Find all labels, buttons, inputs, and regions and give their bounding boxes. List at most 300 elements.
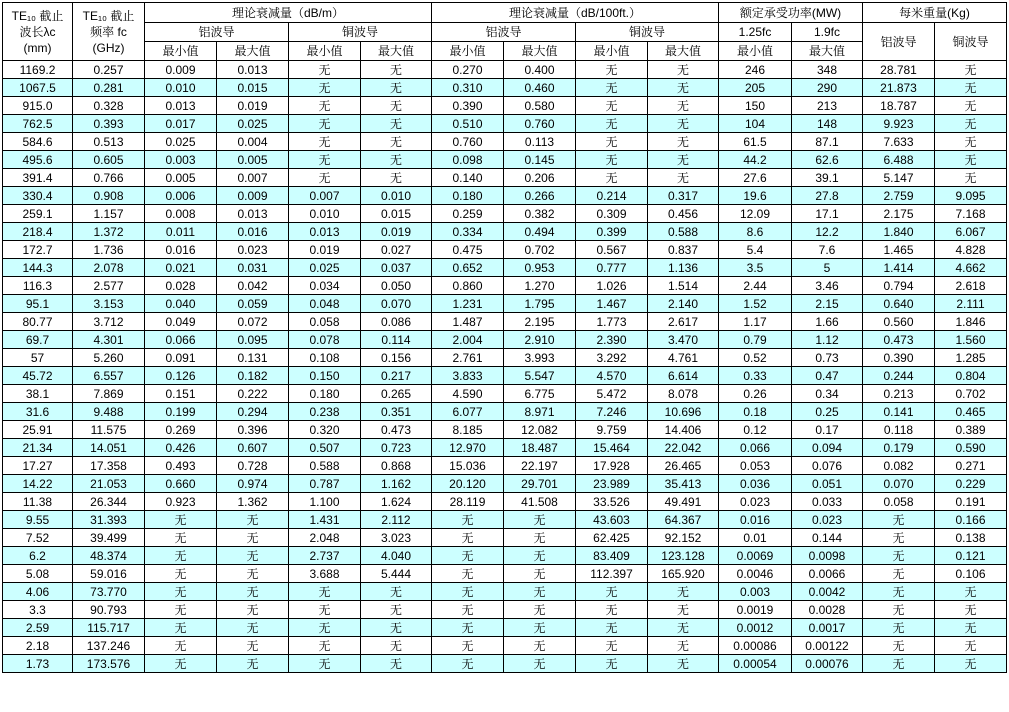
- cell-power-19fc: 7.6: [792, 241, 863, 259]
- cell-atten-ft-al-max: 0.145: [504, 151, 576, 169]
- cell-atten-m-al-max: 0.005: [217, 151, 289, 169]
- cell-atten-m-cu-min: 无: [289, 655, 361, 673]
- cell-cutoff-frequency: 31.393: [73, 511, 145, 529]
- cell-cutoff-frequency: 90.793: [73, 601, 145, 619]
- cell-atten-m-al-max: 无: [217, 601, 289, 619]
- cell-power-19fc: 0.34: [792, 385, 863, 403]
- cell-atten-ft-cu-max: 165.920: [648, 565, 719, 583]
- header-ft-copper: 铜波导: [576, 23, 719, 42]
- cell-power-19fc: 5: [792, 259, 863, 277]
- cell-atten-ft-cu-max: 1.136: [648, 259, 719, 277]
- cell-power-125fc: 150: [719, 97, 792, 115]
- cell-cutoff-wavelength: 9.55: [3, 511, 73, 529]
- cell-atten-ft-cu-min: 1.467: [576, 295, 648, 313]
- cell-atten-m-cu-max: 0.086: [361, 313, 432, 331]
- cell-power-125fc: 0.12: [719, 421, 792, 439]
- cell-atten-m-al-min: 无: [145, 547, 217, 565]
- cell-atten-ft-cu-max: 2.140: [648, 295, 719, 313]
- cell-atten-ft-al-max: 2.910: [504, 331, 576, 349]
- cell-weight-cu: 0.702: [935, 385, 1007, 403]
- cell-atten-m-cu-max: 无: [361, 601, 432, 619]
- cell-power-19fc: 62.6: [792, 151, 863, 169]
- cell-cutoff-frequency: 73.770: [73, 583, 145, 601]
- cell-weight-cu: 0.106: [935, 565, 1007, 583]
- cell-atten-m-al-max: 无: [217, 529, 289, 547]
- cell-power-125fc: 2.44: [719, 277, 792, 295]
- cell-atten-m-cu-max: 0.114: [361, 331, 432, 349]
- cell-atten-ft-cu-min: 无: [576, 61, 648, 79]
- cell-atten-m-al-min: 无: [145, 583, 217, 601]
- cell-atten-ft-al-min: 1.487: [432, 313, 504, 331]
- cell-atten-ft-cu-min: 23.989: [576, 475, 648, 493]
- cell-atten-m-cu-min: 0.320: [289, 421, 361, 439]
- cell-power-125fc: 205: [719, 79, 792, 97]
- cell-atten-ft-al-max: 0.953: [504, 259, 576, 277]
- table-row: [3, 547, 1007, 565]
- table-row: [3, 475, 1007, 493]
- cell-cutoff-wavelength: 57: [3, 349, 73, 367]
- cell-cutoff-wavelength: 495.6: [3, 151, 73, 169]
- cell-power-125fc: 0.0012: [719, 619, 792, 637]
- cell-power-19fc: 1.12: [792, 331, 863, 349]
- cell-atten-ft-cu-min: 9.759: [576, 421, 648, 439]
- cell-weight-cu: 无: [935, 637, 1007, 655]
- cell-cutoff-frequency: 115.717: [73, 619, 145, 637]
- cell-weight-al: 1.414: [863, 259, 935, 277]
- cell-atten-m-cu-min: 0.013: [289, 223, 361, 241]
- cell-cutoff-wavelength: 5.08: [3, 565, 73, 583]
- cell-power-19fc: 0.0066: [792, 565, 863, 583]
- cell-atten-ft-al-min: 0.140: [432, 169, 504, 187]
- cell-cutoff-frequency: 0.605: [73, 151, 145, 169]
- header-max: 最大值: [217, 42, 289, 61]
- cell-atten-m-cu-max: 无: [361, 115, 432, 133]
- cell-power-19fc: 0.47: [792, 367, 863, 385]
- cell-atten-ft-al-min: 0.510: [432, 115, 504, 133]
- cell-atten-m-al-min: 0.493: [145, 457, 217, 475]
- cell-atten-m-cu-max: 0.037: [361, 259, 432, 277]
- cell-atten-m-cu-max: 0.050: [361, 277, 432, 295]
- cell-atten-ft-cu-max: 0.837: [648, 241, 719, 259]
- cell-atten-m-al-min: 0.009: [145, 61, 217, 79]
- cell-atten-m-al-max: 0.131: [217, 349, 289, 367]
- cell-cutoff-frequency: 21.053: [73, 475, 145, 493]
- cell-atten-m-al-max: 无: [217, 547, 289, 565]
- cell-atten-ft-cu-min: 0.214: [576, 187, 648, 205]
- cell-atten-m-al-min: 0.923: [145, 493, 217, 511]
- header-weight-per-meter: 每米重量(Kg): [863, 3, 1007, 23]
- cell-atten-m-cu-max: 0.473: [361, 421, 432, 439]
- cell-atten-m-cu-min: 0.025: [289, 259, 361, 277]
- cell-atten-m-cu-min: 0.007: [289, 187, 361, 205]
- cell-weight-al: 0.640: [863, 295, 935, 313]
- cell-atten-ft-al-max: 无: [504, 511, 576, 529]
- cell-atten-ft-al-min: 15.036: [432, 457, 504, 475]
- header-cutoff-frequency-unit: (GHz): [92, 40, 125, 55]
- cell-weight-al: 9.923: [863, 115, 935, 133]
- cell-atten-m-al-min: 无: [145, 655, 217, 673]
- table-row: [3, 223, 1007, 241]
- cell-power-125fc: 0.26: [719, 385, 792, 403]
- cell-cutoff-wavelength: 1169.2: [3, 61, 73, 79]
- cell-atten-ft-cu-min: 17.928: [576, 457, 648, 475]
- cell-weight-cu: 4.828: [935, 241, 1007, 259]
- cell-atten-m-cu-max: 无: [361, 637, 432, 655]
- cell-power-125fc: 3.5: [719, 259, 792, 277]
- cell-atten-ft-al-max: 29.701: [504, 475, 576, 493]
- table-row: [3, 439, 1007, 457]
- cell-atten-m-cu-min: 0.019: [289, 241, 361, 259]
- cell-atten-ft-al-min: 8.185: [432, 421, 504, 439]
- cell-cutoff-frequency: 59.016: [73, 565, 145, 583]
- cell-atten-m-cu-max: 1.162: [361, 475, 432, 493]
- cell-power-19fc: 0.73: [792, 349, 863, 367]
- cell-weight-cu: 无: [935, 655, 1007, 673]
- cell-atten-ft-al-max: 无: [504, 565, 576, 583]
- cell-atten-ft-cu-min: 1.773: [576, 313, 648, 331]
- cell-atten-m-cu-max: 0.156: [361, 349, 432, 367]
- cell-weight-al: 0.082: [863, 457, 935, 475]
- cell-power-19fc: 0.25: [792, 403, 863, 421]
- cell-atten-ft-cu-min: 0.309: [576, 205, 648, 223]
- cell-atten-ft-al-min: 2.761: [432, 349, 504, 367]
- cell-atten-m-al-min: 0.025: [145, 133, 217, 151]
- cell-atten-m-cu-max: 1.624: [361, 493, 432, 511]
- cell-cutoff-wavelength: 7.52: [3, 529, 73, 547]
- header-max: 最大值: [361, 42, 432, 61]
- cell-atten-ft-cu-min: 5.472: [576, 385, 648, 403]
- header-max: 最大值: [648, 42, 719, 61]
- cell-weight-al: 无: [863, 619, 935, 637]
- cell-cutoff-frequency: 26.344: [73, 493, 145, 511]
- cell-atten-m-al-max: 0.222: [217, 385, 289, 403]
- cell-atten-m-al-max: 0.023: [217, 241, 289, 259]
- cell-atten-m-cu-min: 0.010: [289, 205, 361, 223]
- cell-atten-ft-al-min: 0.760: [432, 133, 504, 151]
- header-min: 最小值: [432, 42, 504, 61]
- cell-atten-m-cu-max: 无: [361, 619, 432, 637]
- cell-power-125fc: 0.066: [719, 439, 792, 457]
- cell-cutoff-frequency: 0.908: [73, 187, 145, 205]
- cell-atten-ft-cu-min: 0.777: [576, 259, 648, 277]
- header-min: 最小值: [145, 42, 217, 61]
- cell-cutoff-frequency: 14.051: [73, 439, 145, 457]
- table-row: [3, 637, 1007, 655]
- cell-atten-ft-al-min: 无: [432, 637, 504, 655]
- cell-power-125fc: 44.2: [719, 151, 792, 169]
- cell-weight-cu: 7.168: [935, 205, 1007, 223]
- cell-atten-m-cu-min: 0.238: [289, 403, 361, 421]
- cell-weight-cu: 无: [935, 133, 1007, 151]
- cell-atten-m-cu-max: 3.023: [361, 529, 432, 547]
- cell-atten-ft-cu-min: 无: [576, 655, 648, 673]
- cell-atten-ft-cu-max: 无: [648, 583, 719, 601]
- cell-atten-ft-cu-max: 64.367: [648, 511, 719, 529]
- table-row: [3, 367, 1007, 385]
- cell-atten-ft-al-min: 3.833: [432, 367, 504, 385]
- cell-atten-ft-al-min: 0.860: [432, 277, 504, 295]
- header-cutoff-frequency-line1: TE₁₀ 截止: [82, 8, 135, 23]
- cell-atten-m-cu-max: 无: [361, 169, 432, 187]
- cell-atten-ft-al-min: 0.475: [432, 241, 504, 259]
- cell-atten-ft-al-max: 18.487: [504, 439, 576, 457]
- table-row: [3, 421, 1007, 439]
- cell-atten-m-cu-max: 无: [361, 655, 432, 673]
- cell-atten-m-al-max: 0.007: [217, 169, 289, 187]
- cell-atten-ft-al-max: 41.508: [504, 493, 576, 511]
- cell-atten-ft-cu-min: 112.397: [576, 565, 648, 583]
- cell-power-19fc: 148: [792, 115, 863, 133]
- cell-atten-ft-cu-min: 无: [576, 115, 648, 133]
- cell-atten-m-al-max: 0.059: [217, 295, 289, 313]
- cell-atten-m-al-max: 无: [217, 637, 289, 655]
- cell-power-125fc: 1.17: [719, 313, 792, 331]
- cell-atten-m-cu-min: 1.100: [289, 493, 361, 511]
- cell-atten-m-al-max: 无: [217, 619, 289, 637]
- cell-cutoff-wavelength: 25.91: [3, 421, 73, 439]
- cell-weight-cu: 无: [935, 151, 1007, 169]
- header-ft-aluminum: 铝波导: [432, 23, 576, 42]
- cell-cutoff-frequency: 1.157: [73, 205, 145, 223]
- cell-weight-al: 7.633: [863, 133, 935, 151]
- table-row: [3, 277, 1007, 295]
- cell-atten-m-cu-min: 无: [289, 133, 361, 151]
- cell-atten-ft-al-max: 1.795: [504, 295, 576, 313]
- cell-cutoff-wavelength: 2.59: [3, 619, 73, 637]
- cell-cutoff-wavelength: 1.73: [3, 655, 73, 673]
- cell-atten-m-al-max: 0.294: [217, 403, 289, 421]
- cell-atten-m-al-min: 0.005: [145, 169, 217, 187]
- table-row: [3, 565, 1007, 583]
- cell-atten-ft-cu-min: 1.026: [576, 277, 648, 295]
- cell-atten-ft-al-max: 2.195: [504, 313, 576, 331]
- cell-atten-ft-cu-min: 无: [576, 151, 648, 169]
- cell-atten-ft-al-min: 无: [432, 529, 504, 547]
- cell-atten-ft-cu-max: 0.456: [648, 205, 719, 223]
- cell-atten-m-al-min: 无: [145, 601, 217, 619]
- cell-atten-m-al-min: 无: [145, 619, 217, 637]
- cell-weight-cu: 无: [935, 79, 1007, 97]
- table-row: [3, 61, 1007, 79]
- cell-power-125fc: 0.0069: [719, 547, 792, 565]
- cell-atten-ft-al-min: 28.119: [432, 493, 504, 511]
- cell-cutoff-wavelength: 259.1: [3, 205, 73, 223]
- cell-atten-m-al-max: 0.013: [217, 61, 289, 79]
- cell-weight-al: 0.244: [863, 367, 935, 385]
- cell-atten-m-al-max: 0.016: [217, 223, 289, 241]
- cell-atten-m-cu-min: 无: [289, 97, 361, 115]
- table-header: [3, 3, 1007, 61]
- cell-weight-al: 无: [863, 583, 935, 601]
- cell-weight-cu: 9.095: [935, 187, 1007, 205]
- cell-atten-m-al-min: 0.028: [145, 277, 217, 295]
- cell-weight-al: 0.390: [863, 349, 935, 367]
- cell-cutoff-wavelength: 144.3: [3, 259, 73, 277]
- cell-atten-m-cu-max: 0.351: [361, 403, 432, 421]
- cell-weight-cu: 2.111: [935, 295, 1007, 313]
- cell-atten-ft-al-min: 4.590: [432, 385, 504, 403]
- cell-atten-ft-al-max: 无: [504, 655, 576, 673]
- cell-weight-cu: 1.285: [935, 349, 1007, 367]
- cell-atten-m-al-max: 0.974: [217, 475, 289, 493]
- cell-weight-cu: 无: [935, 115, 1007, 133]
- cell-atten-ft-cu-max: 35.413: [648, 475, 719, 493]
- cell-atten-m-cu-max: 无: [361, 97, 432, 115]
- cell-atten-m-cu-max: 0.723: [361, 439, 432, 457]
- table-row: [3, 295, 1007, 313]
- cell-atten-m-cu-max: 0.265: [361, 385, 432, 403]
- cell-atten-m-cu-max: 0.868: [361, 457, 432, 475]
- cell-weight-cu: 无: [935, 583, 1007, 601]
- cell-atten-ft-al-max: 无: [504, 637, 576, 655]
- table-row: [3, 187, 1007, 205]
- header-m-aluminum: 铝波导: [145, 23, 289, 42]
- cell-cutoff-wavelength: 218.4: [3, 223, 73, 241]
- cell-atten-m-cu-min: 无: [289, 151, 361, 169]
- cell-weight-al: 2.175: [863, 205, 935, 223]
- cell-atten-m-cu-min: 无: [289, 619, 361, 637]
- cell-cutoff-wavelength: 915.0: [3, 97, 73, 115]
- cell-atten-ft-cu-max: 无: [648, 61, 719, 79]
- cell-power-125fc: 12.09: [719, 205, 792, 223]
- cell-atten-ft-cu-min: 无: [576, 619, 648, 637]
- cell-atten-ft-al-max: 0.400: [504, 61, 576, 79]
- cell-atten-m-cu-min: 0.787: [289, 475, 361, 493]
- table-row: [3, 313, 1007, 331]
- cell-atten-ft-cu-min: 83.409: [576, 547, 648, 565]
- cell-weight-cu: 0.465: [935, 403, 1007, 421]
- cell-cutoff-frequency: 17.358: [73, 457, 145, 475]
- cell-atten-m-cu-max: 5.444: [361, 565, 432, 583]
- cell-atten-ft-cu-min: 4.570: [576, 367, 648, 385]
- cell-atten-ft-cu-min: 无: [576, 601, 648, 619]
- cell-weight-al: 0.058: [863, 493, 935, 511]
- waveguide-spec-table: [2, 2, 1007, 673]
- cell-cutoff-wavelength: 69.7: [3, 331, 73, 349]
- cell-atten-m-cu-max: 0.015: [361, 205, 432, 223]
- cell-atten-ft-cu-max: 22.042: [648, 439, 719, 457]
- cell-weight-cu: 无: [935, 601, 1007, 619]
- cell-cutoff-wavelength: 11.38: [3, 493, 73, 511]
- cell-atten-ft-al-max: 无: [504, 529, 576, 547]
- cell-atten-m-al-min: 0.003: [145, 151, 217, 169]
- header-power-19fc: 1.9fc: [792, 23, 863, 42]
- cell-weight-cu: 0.121: [935, 547, 1007, 565]
- table-row: [3, 511, 1007, 529]
- cell-cutoff-wavelength: 38.1: [3, 385, 73, 403]
- cell-weight-cu: 无: [935, 169, 1007, 187]
- cell-atten-m-cu-min: 无: [289, 61, 361, 79]
- cell-atten-m-al-min: 0.040: [145, 295, 217, 313]
- cell-atten-m-al-min: 0.091: [145, 349, 217, 367]
- cell-atten-ft-cu-min: 无: [576, 637, 648, 655]
- cell-cutoff-wavelength: 6.2: [3, 547, 73, 565]
- cell-cutoff-wavelength: 2.18: [3, 637, 73, 655]
- cell-atten-m-al-min: 0.010: [145, 79, 217, 97]
- table-row: [3, 493, 1007, 511]
- cell-atten-m-cu-max: 0.019: [361, 223, 432, 241]
- cell-atten-ft-al-max: 0.760: [504, 115, 576, 133]
- table-row: [3, 457, 1007, 475]
- cell-atten-ft-cu-max: 0.588: [648, 223, 719, 241]
- cell-atten-ft-al-max: 0.382: [504, 205, 576, 223]
- cell-atten-ft-cu-min: 62.425: [576, 529, 648, 547]
- cell-atten-ft-al-max: 0.266: [504, 187, 576, 205]
- cell-atten-ft-al-max: 6.775: [504, 385, 576, 403]
- cell-weight-cu: 无: [935, 97, 1007, 115]
- cell-atten-m-cu-min: 0.588: [289, 457, 361, 475]
- header-cutoff-wavelength-line2: 波长λc: [19, 24, 56, 39]
- cell-atten-m-cu-min: 0.048: [289, 295, 361, 313]
- cell-atten-m-cu-min: 0.058: [289, 313, 361, 331]
- cell-atten-m-al-min: 0.660: [145, 475, 217, 493]
- cell-atten-ft-cu-max: 无: [648, 97, 719, 115]
- cell-weight-cu: 0.271: [935, 457, 1007, 475]
- cell-power-125fc: 0.00086: [719, 637, 792, 655]
- cell-cutoff-wavelength: 80.77: [3, 313, 73, 331]
- cell-cutoff-wavelength: 1067.5: [3, 79, 73, 97]
- table-row: [3, 205, 1007, 223]
- cell-atten-ft-cu-min: 3.292: [576, 349, 648, 367]
- cell-power-19fc: 0.094: [792, 439, 863, 457]
- cell-weight-cu: 0.138: [935, 529, 1007, 547]
- cell-atten-m-al-max: 0.396: [217, 421, 289, 439]
- cell-power-19fc: 87.1: [792, 133, 863, 151]
- cell-atten-m-cu-min: 0.078: [289, 331, 361, 349]
- cell-cutoff-frequency: 7.869: [73, 385, 145, 403]
- cell-cutoff-frequency: 0.257: [73, 61, 145, 79]
- cell-cutoff-wavelength: 3.3: [3, 601, 73, 619]
- cell-atten-m-cu-min: 无: [289, 637, 361, 655]
- header-cutoff-wavelength-line1: TE₁₀ 截止: [11, 8, 64, 23]
- cell-cutoff-wavelength: 21.34: [3, 439, 73, 457]
- cell-atten-m-al-min: 0.269: [145, 421, 217, 439]
- cell-atten-m-cu-min: 2.048: [289, 529, 361, 547]
- header-cutoff-frequency: [73, 3, 145, 61]
- cell-atten-m-cu-min: 0.150: [289, 367, 361, 385]
- cell-atten-ft-cu-max: 1.514: [648, 277, 719, 295]
- cell-atten-m-al-min: 0.016: [145, 241, 217, 259]
- cell-atten-ft-al-max: 无: [504, 619, 576, 637]
- table-row: [3, 385, 1007, 403]
- cell-atten-ft-al-min: 无: [432, 601, 504, 619]
- cell-atten-ft-al-min: 2.004: [432, 331, 504, 349]
- cell-atten-m-cu-min: 无: [289, 583, 361, 601]
- cell-cutoff-wavelength: 391.4: [3, 169, 73, 187]
- cell-weight-cu: 4.662: [935, 259, 1007, 277]
- cell-atten-m-al-min: 0.151: [145, 385, 217, 403]
- cell-atten-ft-al-min: 6.077: [432, 403, 504, 421]
- header-max: 最大值: [792, 42, 863, 61]
- cell-weight-al: 无: [863, 637, 935, 655]
- cell-weight-cu: 2.618: [935, 277, 1007, 295]
- cell-atten-ft-cu-min: 2.390: [576, 331, 648, 349]
- cell-power-19fc: 0.00076: [792, 655, 863, 673]
- cell-atten-m-al-max: 0.182: [217, 367, 289, 385]
- cell-weight-al: 0.179: [863, 439, 935, 457]
- cell-atten-m-cu-max: 0.027: [361, 241, 432, 259]
- cell-weight-cu: 无: [935, 619, 1007, 637]
- table-row: [3, 79, 1007, 97]
- cell-power-19fc: 0.00122: [792, 637, 863, 655]
- cell-atten-m-al-max: 0.728: [217, 457, 289, 475]
- cell-atten-m-al-min: 0.013: [145, 97, 217, 115]
- cell-atten-ft-cu-max: 26.465: [648, 457, 719, 475]
- cell-power-19fc: 0.0017: [792, 619, 863, 637]
- cell-atten-m-al-min: 无: [145, 637, 217, 655]
- cell-power-125fc: 0.79: [719, 331, 792, 349]
- cell-atten-m-cu-max: 无: [361, 61, 432, 79]
